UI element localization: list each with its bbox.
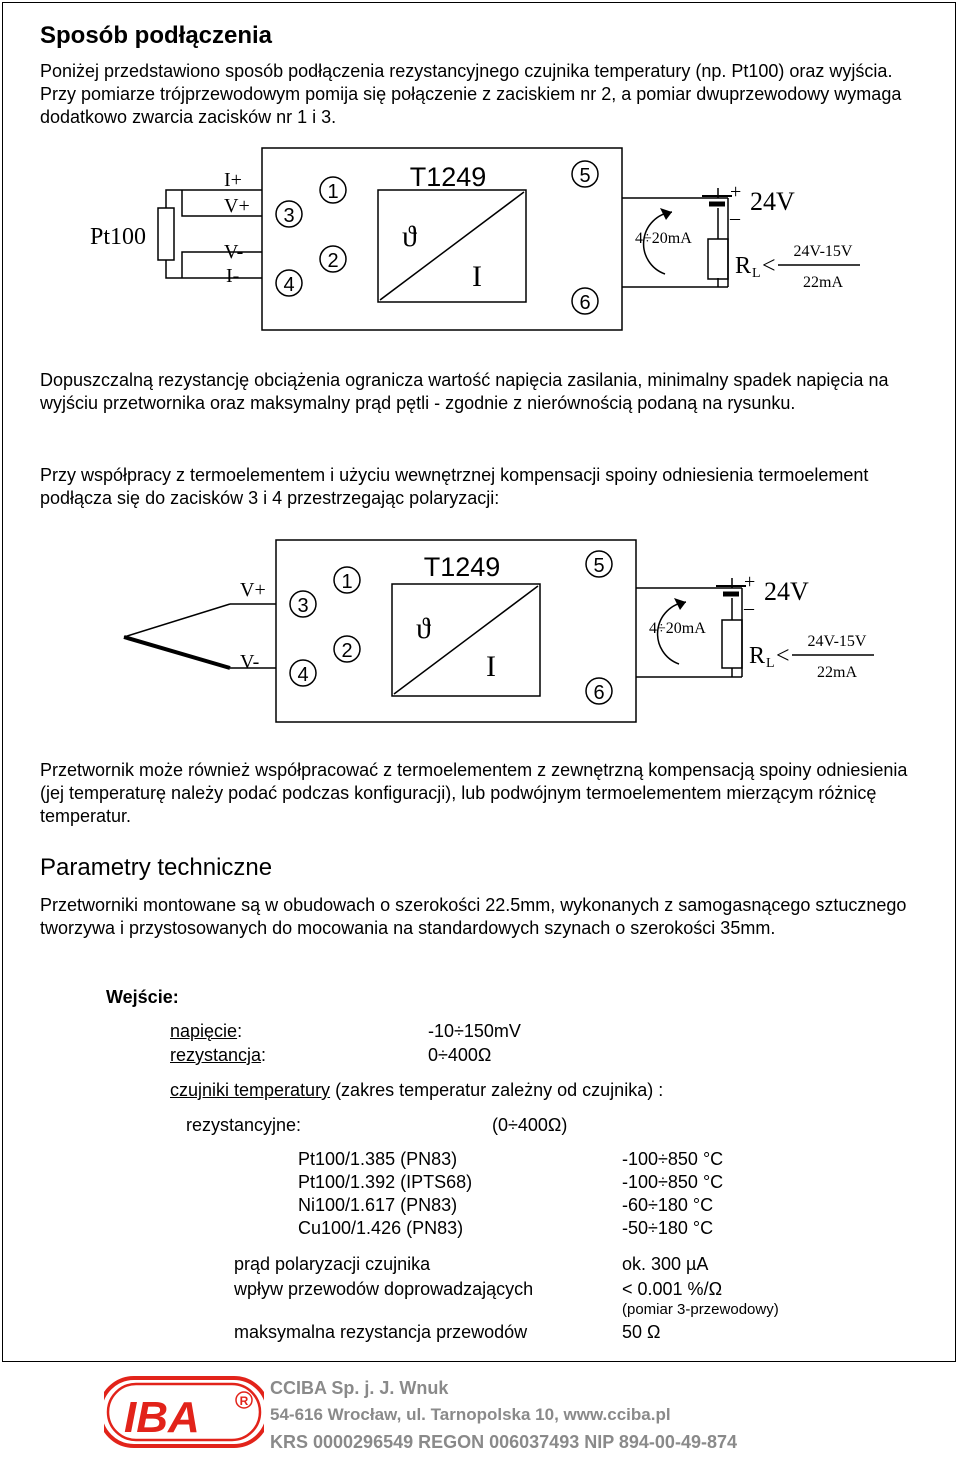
wiring-diagram-rtd: [80, 140, 900, 340]
terminal-2: 2: [327, 250, 339, 272]
wire-label-i-minus: I-: [226, 265, 240, 287]
page-heading: Sposób podłączenia: [40, 22, 273, 49]
housing-paragraph: Przetworniki montowane są w obudowach o szerokości 22.5mm, wykonanych z samogasnącego sztucznego tworzywa i przystosowanych do mocowania na standardowych szynach o szerokości 35mm.: [40, 895, 907, 938]
supply-minus: –: [744, 597, 754, 619]
sensor-range: -50÷180 °C: [622, 1218, 714, 1238]
terminal-2: 2: [341, 640, 353, 662]
bias-value: ok. 300 µA: [622, 1254, 709, 1274]
supply-minus: –: [730, 207, 740, 229]
rl-label: R: [735, 253, 752, 279]
supply-voltage: 24V: [764, 577, 809, 606]
sensor-name: Cu100/1.426 (PN83): [298, 1218, 464, 1238]
wire-label-v-minus: V-: [224, 241, 244, 263]
resistive-label: rezystancyjne:: [186, 1115, 302, 1135]
supply-plus: +: [744, 571, 756, 593]
current-symbol: I: [472, 260, 482, 293]
load-paragraph: Dopuszczalną rezystancję obciążenia ogranicza wartość napięcia zasilania, minimalny spadek napięcia na wyjściu przetwornika oraz maksymalny prąd pętli - zgodnie z nierównością podaną na rysunku.: [40, 370, 889, 413]
wire-label-i-plus: I+: [224, 169, 242, 191]
terminal-5: 5: [593, 555, 605, 577]
terminal-5: 5: [579, 165, 591, 187]
rl-less-than: <: [762, 253, 776, 279]
sensor-range: -100÷850 °C: [622, 1172, 724, 1192]
terminal-1: 1: [327, 181, 339, 203]
bias-label: prąd polaryzacji czujnika: [234, 1254, 431, 1274]
loop-current-label: 4÷20mA: [635, 230, 692, 247]
resistance-value: 0÷400Ω: [428, 1045, 492, 1065]
supply-voltage: 24V: [750, 187, 795, 216]
resistive-range: (0÷400Ω): [492, 1115, 568, 1135]
fraction-denominator: 22mA: [803, 274, 843, 291]
wire-label-v-plus: V+: [224, 195, 250, 217]
rl-subscript: L: [766, 656, 775, 671]
resistance-row: rezystancja:: [170, 1045, 267, 1065]
terminal-3: 3: [283, 205, 295, 227]
company-logo: [104, 1370, 264, 1454]
load-resistor: [708, 239, 728, 279]
fraction-numerator: 24V-15V: [807, 633, 867, 650]
theta-icon: ϑ: [416, 612, 431, 645]
terminal-3: 3: [297, 595, 309, 617]
lead-note: (pomiar 3-przewodowy): [622, 1301, 779, 1318]
registered-mark: R: [239, 1394, 249, 1408]
sensor-label: Pt100: [90, 224, 147, 250]
maxres-value: 50 Ω: [622, 1322, 661, 1342]
company-name: CCIBA Sp. j. J. Wnuk: [270, 1378, 449, 1398]
sensor-name: Pt100/1.392 (IPTS68): [298, 1172, 473, 1192]
sensors-note: (zakres temperatur zależny od czujnika) :: [330, 1080, 664, 1100]
maxres-label: maksymalna rezystancja przewodów: [234, 1322, 528, 1342]
rl-subscript: L: [752, 266, 761, 281]
current-symbol: I: [486, 650, 496, 683]
sensor-name: Pt100/1.385 (PN83): [298, 1149, 458, 1169]
device-label: T1249: [409, 162, 487, 192]
terminal-4: 4: [297, 664, 309, 686]
sensor-range: -100÷850 °C: [622, 1149, 724, 1169]
sensors-row: [170, 1079, 663, 1102]
terminal-4: 4: [283, 274, 295, 296]
fraction-numerator: 24V-15V: [793, 243, 853, 260]
sensors-label: czujniki temperatury: [170, 1080, 331, 1100]
resistance-label: rezystancja: [170, 1045, 262, 1065]
company-registry: KRS 0000296549 REGON 006037493 NIP 894-00-49-874: [270, 1432, 737, 1452]
sensor-range: -60÷180 °C: [622, 1195, 714, 1215]
wiring-diagram-thermocouple: [110, 530, 900, 730]
theta-icon: ϑ: [402, 220, 417, 253]
voltage-row: napięcie:: [170, 1021, 243, 1041]
terminal-6: 6: [593, 682, 605, 704]
fraction-denominator: 22mA: [817, 664, 857, 681]
lead-value: < 0.001 %/Ω: [622, 1279, 723, 1299]
voltage-label: napięcie: [170, 1021, 238, 1041]
terminal-1: 1: [341, 571, 353, 593]
rl-less-than: <: [776, 643, 790, 669]
terminal-6: 6: [579, 292, 591, 314]
device-label: T1249: [423, 552, 501, 582]
loop-current-label: 4÷20mA: [649, 620, 706, 637]
thermocouple-paragraph: Przy współpracy z termoelementem i użyciu wewnętrznej kompensacji spoiny odniesienia termoelement podłącza się do zacisków 3 i 4 przestrzegając polaryzacji:: [40, 465, 869, 508]
wire-label-v-minus: V-: [240, 651, 260, 673]
wire-label-v-plus: V+: [240, 579, 266, 601]
rtd-resistor: [158, 208, 174, 260]
load-resistor: [722, 620, 742, 668]
intro-paragraph: Poniżej przedstawiono sposób podłączenia rezystancyjnego czujnika temperatury (np. Pt100) oraz wyjścia. Przy pomiarze trójprzewodowym pomija się połączenie z zaciskiem nr 2, a pomiar dwuprzewodowy wymaga dodatkowo zwarcia zacisków nr 1 i 3.: [40, 61, 902, 127]
voltage-value: -10÷150mV: [428, 1021, 521, 1041]
supply-plus: +: [730, 181, 742, 203]
lead-label: wpływ przewodów doprowadzających: [234, 1279, 534, 1299]
input-title: Wejście:: [106, 987, 179, 1007]
external-compensation-paragraph: Przetwornik może również współpracować z termoelementem z zewnętrzną kompensacją spoiny odniesienia (jej temperaturę należy podać podczas konfiguracji), lub podwójnym termoelementem mierzącym różnicę temperatur.: [40, 760, 908, 826]
section-title: Parametry techniczne: [40, 854, 273, 881]
rl-label: R: [749, 643, 766, 669]
company-address: 54-616 Wrocław, ul. Tarnopolska 10, www.cciba.pl: [270, 1405, 671, 1424]
logo-text: IBA: [124, 1393, 200, 1442]
sensor-name: Ni100/1.617 (PN83): [298, 1195, 458, 1215]
